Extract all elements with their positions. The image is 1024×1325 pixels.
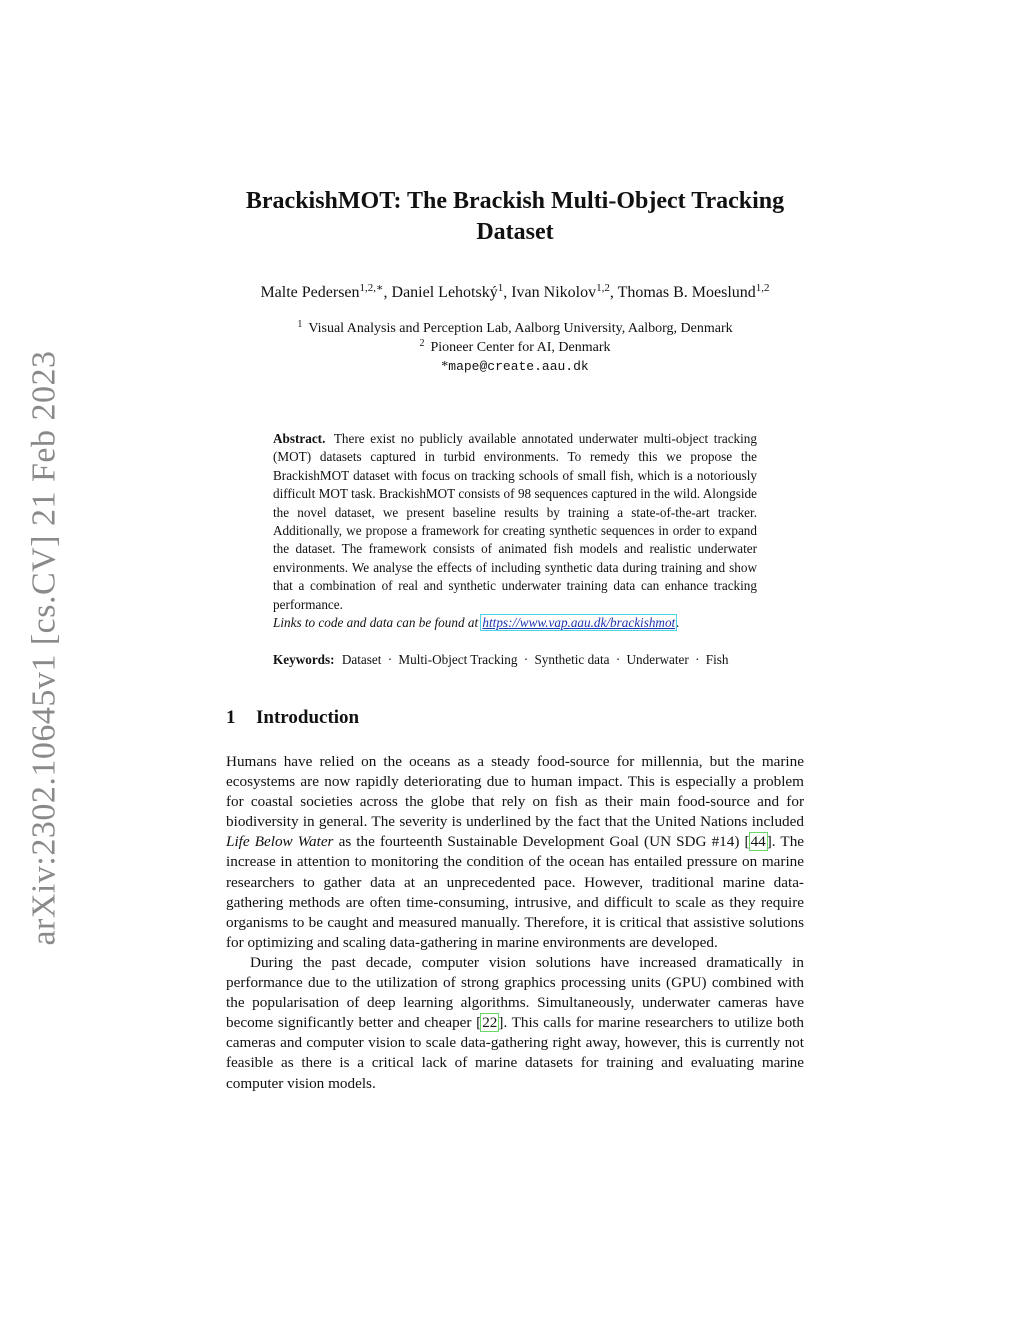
email-address[interactable]: mape@create.aau.dk (448, 359, 589, 374)
project-url-link[interactable]: https://www.vap.aau.dk/brackishmot (482, 615, 676, 631)
citation-link[interactable]: 22 (482, 1014, 498, 1032)
keyword: Fish (705, 652, 729, 667)
author-name: Daniel Lehotský (391, 284, 498, 301)
keyword-separator: · (615, 652, 621, 667)
affiliation-mark: 1 (297, 319, 303, 330)
section-title: Introduction (256, 707, 360, 728)
author-separator: , (503, 284, 512, 301)
paragraph-italic-text: Life Below Water (226, 833, 334, 851)
email-line (226, 357, 804, 376)
keyword: Dataset (341, 652, 382, 667)
section-heading (226, 706, 804, 730)
body-text (226, 752, 804, 1094)
keywords-label: Keywords: (273, 652, 335, 667)
citation-link[interactable]: 44 (750, 833, 766, 851)
affiliation-text: Pioneer Center for AI, Denmark (430, 340, 611, 355)
author-name: Thomas B. Moeslund (617, 284, 756, 301)
author-affiliation-mark: 1,2,∗ (359, 282, 384, 294)
author-name: Ivan Nikolov (511, 284, 597, 301)
paragraph-text: Humans have relied on the oceans as a steady food-source for millennia, but the marine ecosystems are now rapidly deteriorating due to human impact. This is especially a problem for coastal societies across the globe that rely on fish as their main food-source and for biodiversity in general. The severity is underlined by the fact that the United Nations included (226, 753, 804, 831)
keywords (273, 651, 763, 669)
affiliation-line (226, 338, 804, 357)
author-list (226, 283, 804, 303)
paragraph-text: ]. This calls for marine researchers to utilize both cameras and computer vision to scale data-gathering right away, however, this is currently not feasible as there is a critical lack of marine datasets for training and evaluating marine computer vision models. (226, 1014, 804, 1092)
affiliation-text: Visual Analysis and Perception Lab, Aalborg University, Aalborg, Denmark (308, 321, 733, 336)
keyword: Synthetic data (534, 652, 610, 667)
paragraph (226, 953, 804, 1094)
arxiv-identifier-text: arXiv:2302.10645v1 [cs.CV] 21 Feb 2023 (26, 349, 63, 946)
author-separator: , (383, 284, 392, 301)
author-affiliation-mark: 1,2 (596, 282, 610, 294)
paragraph-text: as the fourteenth Sustainable Development Goal (UN SDG #14) [ (338, 833, 750, 851)
abstract-label: Abstract. (273, 431, 326, 446)
keyword: Underwater (626, 652, 689, 667)
keyword-separator: · (387, 652, 393, 667)
affiliation-line (226, 319, 804, 338)
abstract-links-suffix: . (676, 615, 680, 631)
author-name: Malte Pedersen (260, 284, 360, 301)
author-affiliation-mark: 1 (497, 282, 504, 294)
affiliation-block (226, 319, 804, 376)
abstract-text: There exist no publicly available annotated underwater multi-object tracking (MOT) datasets captured in turbid environments. To remedy this we propose the BrackishMOT dataset with focus on tracking schools of small fish, which is a notoriously difficult MOT task. BrackishMOT consists of 98 sequences captured in the wild. Alongside the novel dataset, we present baseline results by training a state-of-the-art tracker. Additionally, we propose a framework for creating synthetic sequences in order to expand the dataset. The framework consists of animated fish models and realistic underwater environments. We analyse the effects of including synthetic data during training and show that a combination of real and synthetic underwater training data can enhance tracking performance. (273, 431, 757, 612)
paper-title: BrackishMOT: The Brackish Multi-Object Tracking Dataset (245, 188, 785, 245)
keyword-separator: · (523, 652, 529, 667)
paragraph-text: ]. The increase in attention to monitoring the condition of the ocean has entailed pressure on marine researchers to gather data at an unprecedented pace. However, traditional marine data-gathering methods are often time-consuming, intrusive, and difficult to scale as they require organisms to be caught and measured manually. Therefore, it is critical that assistive solutions for optimizing and scaling data-gathering in marine environments are developed. (226, 833, 805, 951)
paragraph-text: During the past decade, computer vision solutions have increased dramatically in performance due to the utilization of strong graphics processing units (GPU) combined with the popularisation of deep learning algorithms. Simultaneously, underwater cameras have become significantly better and cheaper [ (226, 953, 804, 1032)
author-affiliation-mark: 1,2 (755, 282, 770, 294)
email-mark: * (441, 359, 449, 374)
keyword: Multi-Object Tracking (398, 652, 518, 667)
author-separator: , (609, 284, 618, 301)
abstract (273, 430, 757, 632)
abstract-links-prefix: Links to code and data can be found at (273, 615, 479, 631)
affiliation-mark: 2 (419, 338, 425, 349)
paragraph (226, 752, 804, 953)
section-number: 1 (226, 707, 236, 728)
arxiv-identifier-stamp (10, 349, 80, 946)
keyword-separator: · (695, 652, 700, 667)
